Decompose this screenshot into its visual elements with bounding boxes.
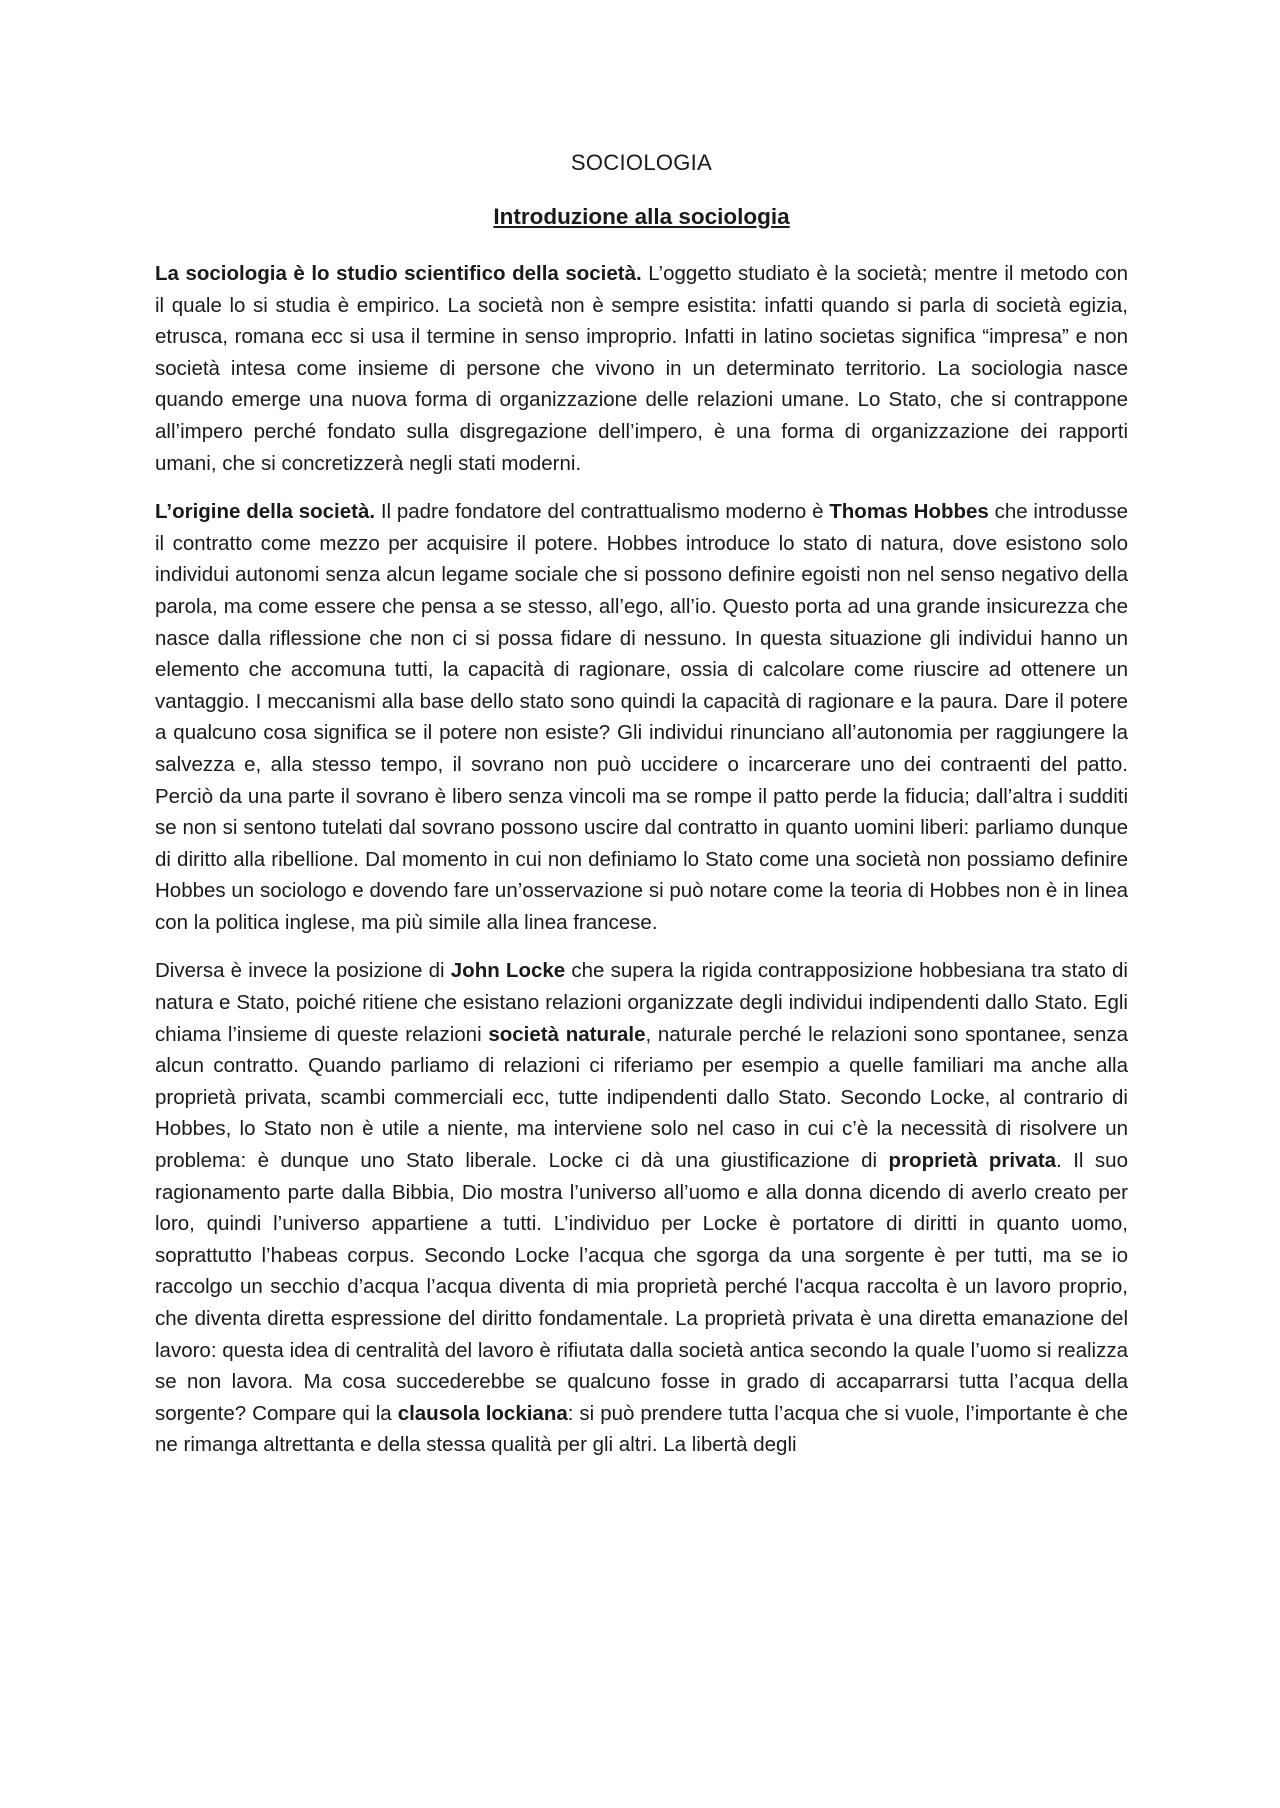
paragraph-definition bbox=[155, 258, 1128, 479]
document-page bbox=[155, 150, 1128, 1478]
paragraph-locke-text-1: Diversa è invece la posizione di bbox=[155, 959, 451, 983]
document-title: SOCIOLOGIA bbox=[570, 150, 713, 175]
paragraph-origin-text-2: che introdusse il contratto come mezzo per acquisire il potere. Hobbes introduce lo stato di natura, dove esistono solo individui autonomi senza alcun legame sociale che si possono definire egoisti non nel senso negativo della parola, ma come essere che pensa a se stesso, all’ego, all’io. Questo porta ad una grande insicurezza che nasce dalla riflessione che non ci si possa fidare di nessuno. In questa situazione gli individui hanno un elemento che accomuna tutti, la capacità di ragionare, ossia di calcolare come riuscire ad ottenere un vantaggio. I meccanismi alla base dello stato sono quindi la capacità di ragionare e la paura. Dare il potere a qualcuno cosa significa se il potere non esiste? Gli individui rinunciano all’autonomia per raggiungere la salvezza e, alla stesso tempo, il sovrano non può uccidere o incarcerare uno dei contraenti del patto. Perciò da una parte il sovrano è libero senza vincoli ma se rompe il patto perde la fiducia; dall’altra i sudditi se non si sentono tutelati dal sovrano possono uscire dal contratto in quanto uomini liberi: parliamo dunque di diritto alla ribellione. Dal momento in cui non definiamo lo Stato come una società non possiamo definire Hobbes un sociologo e dovendo fare un’osservazione si può notare come la teoria di Hobbes non è in linea con la politica inglese, ma più simile alla linea francese. bbox=[155, 500, 1129, 934]
paragraph-locke-text-5: : si può prendere tutta l’acqua che si vuole, l’importante è che ne rimanga altrettanta e della stessa qualità per gli altri. La libertà degli bbox=[155, 1401, 1129, 1457]
term-thomas-hobbes: Thomas Hobbes bbox=[829, 500, 989, 524]
term-proprieta-privata: proprietà privata bbox=[888, 1149, 1057, 1173]
term-john-locke: John Locke bbox=[450, 959, 566, 983]
paragraph-definition-lead: La sociologia è lo studio scientifico della società. bbox=[155, 262, 642, 285]
paragraph-locke-text-4: . Il suo ragionamento parte dalla Bibbia, Dio mostra l’universo all’uomo e alla donna dicendo di averlo creato per loro, quindi l’universo appartiene a tutti. L’individuo per Locke è portatore di diritti in quanto uomo, soprattutto l’habeas corpus. Secondo Locke l’acqua che sgorga da una sorgente è per tutti, ma se io raccolgo un secchio d’acqua l’acqua diventa di mia proprietà perché l'acqua raccolta è un lavoro proprio, che diventa diretta espressione del diritto fondamentale. La proprietà privata è una diretta emanazione del lavoro: questa idea di centralità del lavoro è rifiutata dalla società antica secondo la quale l’uomo si realizza se non lavora. Ma cosa succederebbe se qualcuno fosse in grado di accaparrarsi tutta l’acqua della sorgente? Compare qui la bbox=[155, 1149, 1128, 1425]
term-societa-naturale: società naturale bbox=[488, 1022, 646, 1046]
paragraph-definition-text: L’oggetto studiato è la società; mentre il metodo con il quale lo si studia è empirico. La società non è sempre esistita: infatti quando si parla di società egizia, etrusca, romana ecc si usa il termine in senso improprio. Infatti in latino societas significa “impresa” e non società intesa come insieme di persone che vivono in un determinato territorio. La sociologia nasce quando emerge una nuova forma di organizzazione delle relazioni umane. Lo Stato, che si contrappone all’impero perché fondato sulla disgregazione dell’impero, è una forma di organizzazione dei rapporti umani, che si concretizzerà negli stati moderni. bbox=[155, 262, 1128, 475]
paragraph-locke bbox=[155, 955, 1128, 1461]
document-subtitle: Introduzione alla sociologia bbox=[493, 204, 790, 229]
paragraph-origin-lead: L’origine della società. bbox=[155, 500, 376, 524]
paragraph-origin bbox=[155, 496, 1128, 938]
paragraph-locke-text-2: che supera la rigida contrapposizione hobbesiana tra stato di natura e Stato, poiché ritiene che esistano relazioni organizzate degli individui indipendenti dallo Stato. Egli chiama l’insieme di queste relazioni bbox=[155, 959, 1128, 1046]
paragraph-origin-text-1: Il padre fondatore del contrattualismo moderno è bbox=[375, 500, 830, 524]
term-clausola-lockiana: clausola lockiana bbox=[397, 1401, 568, 1425]
paragraph-locke-text-3: , naturale perché le relazioni sono spontanee, senza alcun contratto. Quando parliamo di relazioni ci riferiamo per esempio a quelle familiari ma anche alla proprietà privata, scambi commerciali ecc, tutte indipendenti dallo Stato. Secondo Locke, al contrario di Hobbes, lo Stato non è utile a niente, ma interviene solo nel caso in cui c’è la necessità di risolvere un problema: è dunque uno Stato liberale. Locke ci dà una giustificazione di bbox=[155, 1022, 1129, 1173]
